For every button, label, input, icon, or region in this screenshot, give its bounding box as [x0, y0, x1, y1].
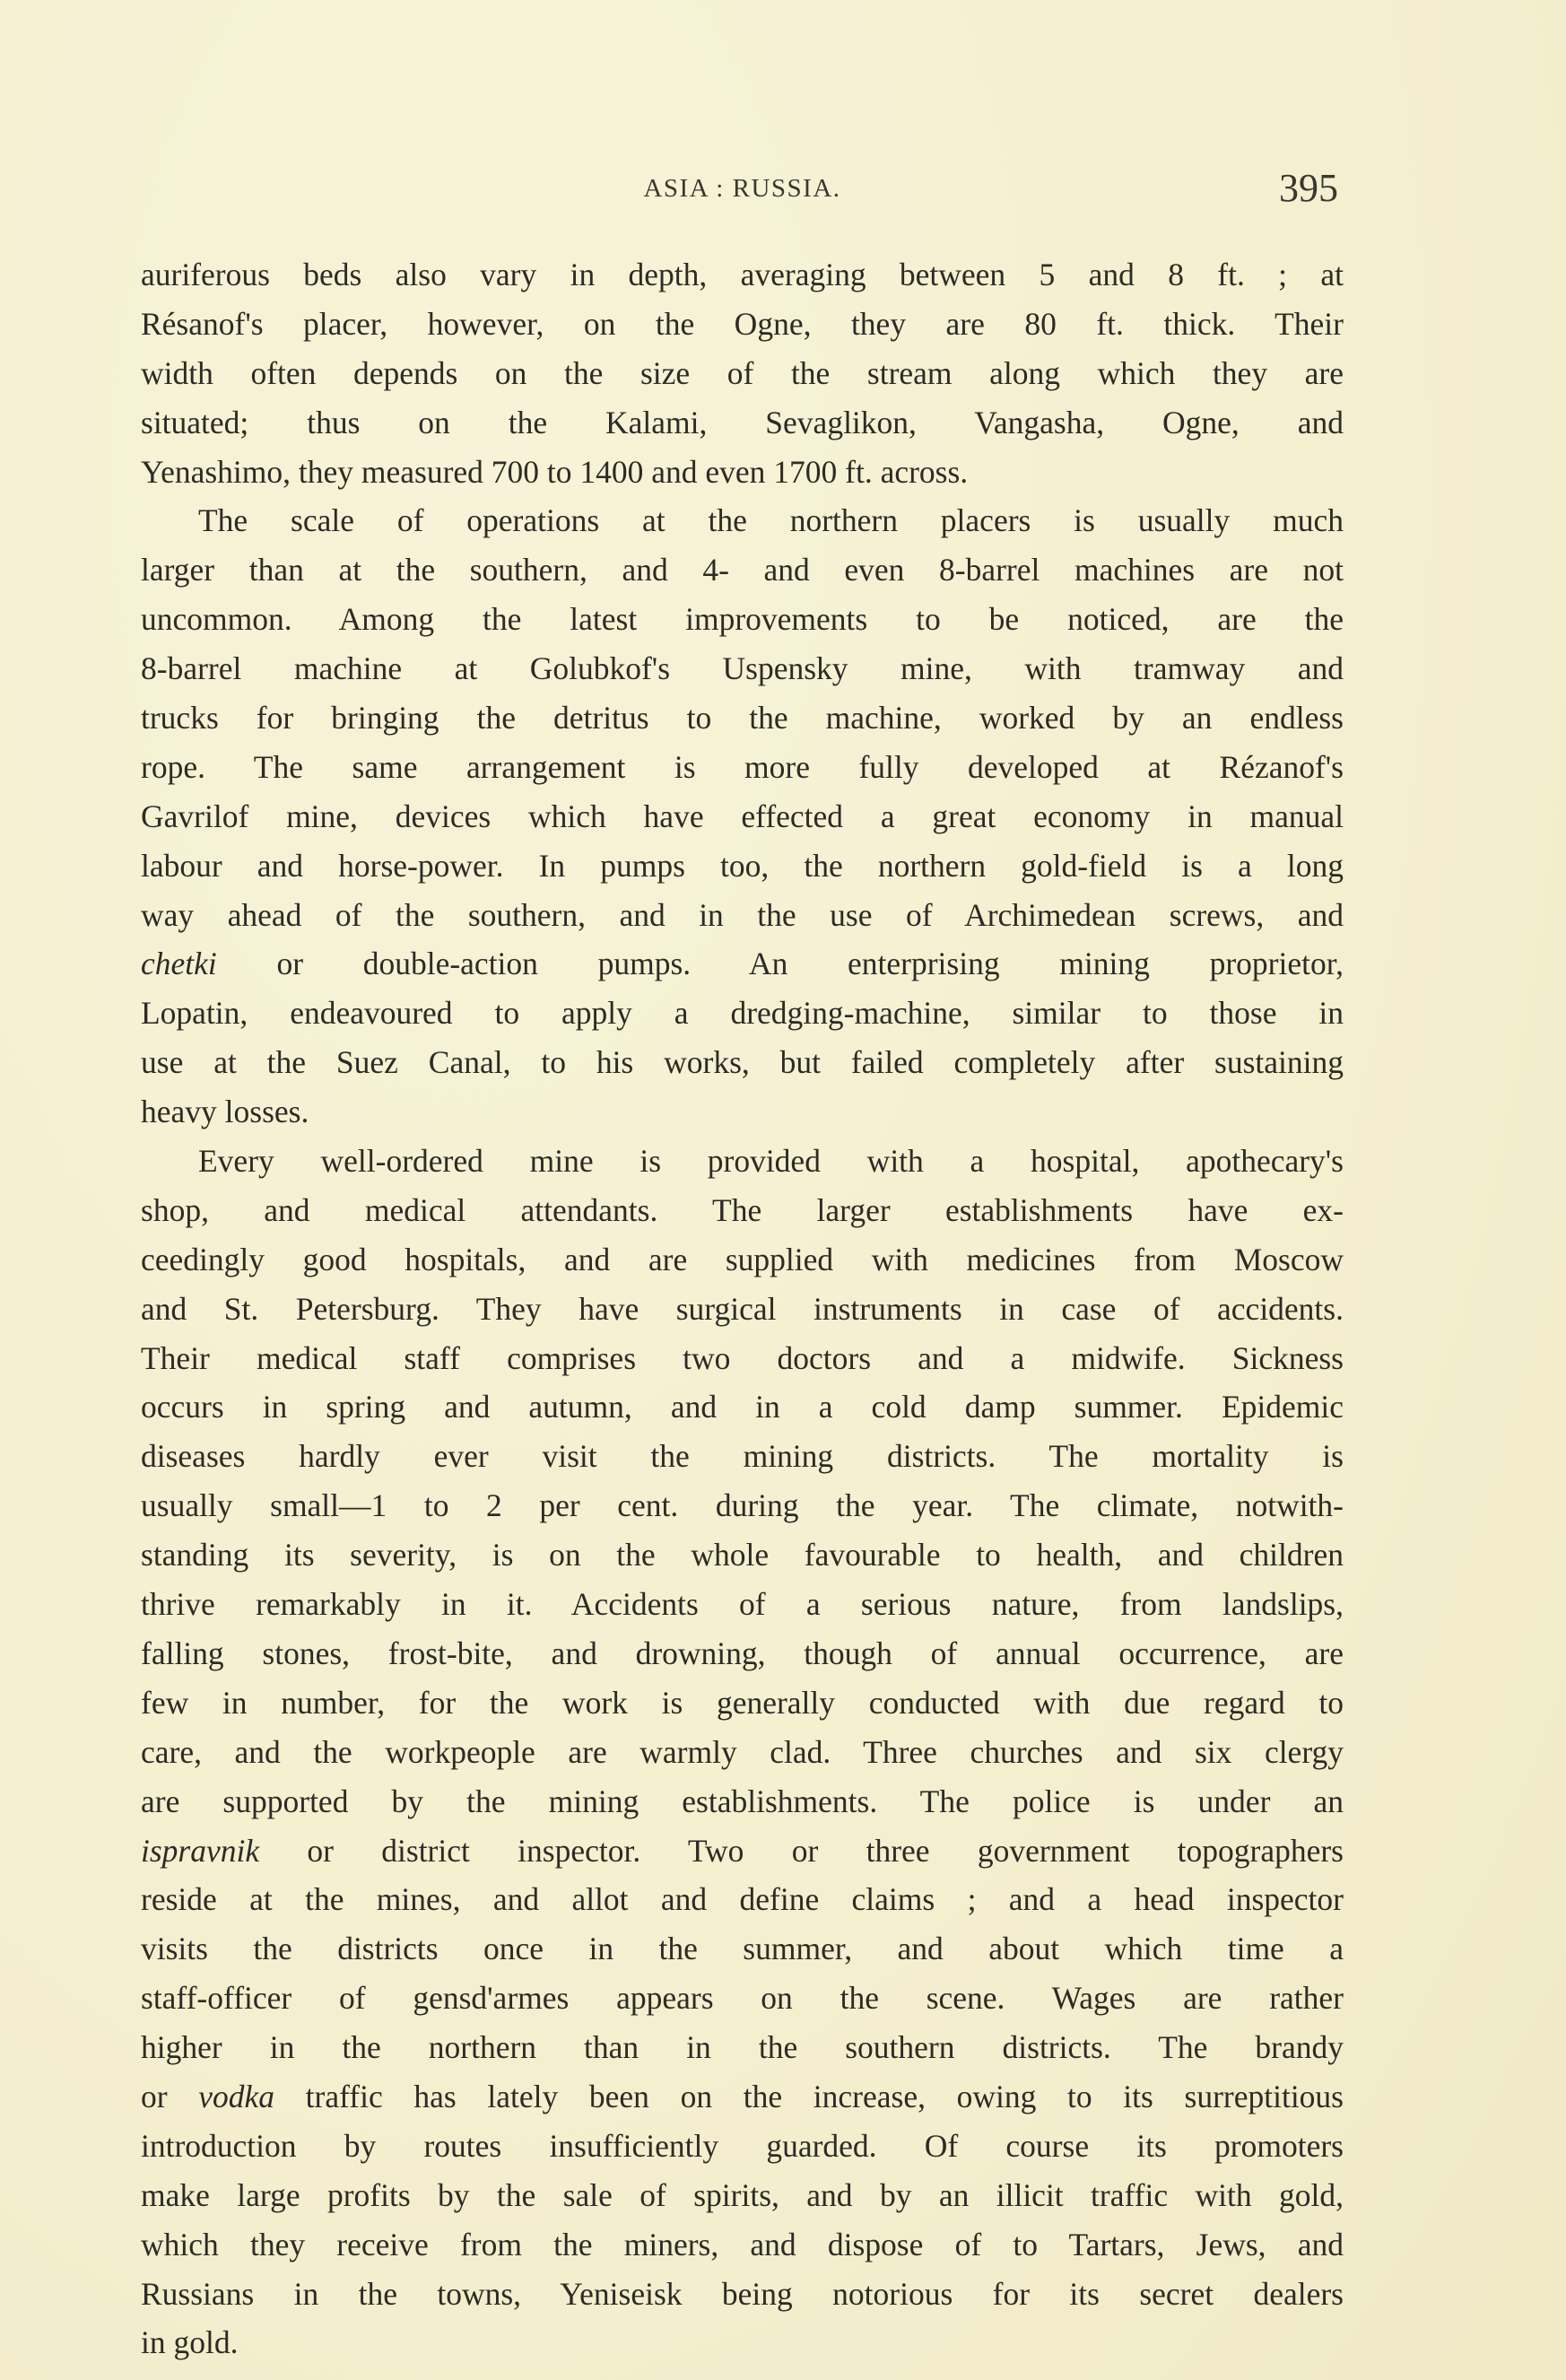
- text-line: [141, 1777, 1344, 1826]
- text-segment: auriferous beds also vary in depth, averaging between 5 and 8 ft. ; at: [141, 257, 1344, 292]
- text-line: [141, 1530, 1344, 1580]
- text-line: [141, 1235, 1344, 1285]
- text-segment: in gold.: [141, 2324, 239, 2361]
- text-segment: Russians in the towns, Yeniseisk being notorious for its secret dealers: [141, 2275, 1344, 2312]
- running-head: ASIA : RUSSIA.: [643, 174, 841, 203]
- text-line: [141, 1382, 1344, 1432]
- text-segment: Gavrilof mine, devices which have effected a great economy in manual: [141, 798, 1344, 834]
- text-segment: falling stones, frost-bite, and drowning, though of annual occurrence, are: [141, 1635, 1344, 1671]
- text-line: [141, 595, 1344, 644]
- text-segment: reside at the mines, and allot and define claims ; and a head inspector: [141, 1881, 1344, 1918]
- text-line: [141, 300, 1344, 349]
- text-segment: diseases hardly ever visit the mining districts. The mortality is: [141, 1438, 1344, 1475]
- text-line: [141, 1087, 1344, 1137]
- text-segment: higher in the northern than in the southern districts. The brandy: [141, 2029, 1344, 2066]
- text-line: [141, 1678, 1344, 1728]
- italic-term: vodka: [198, 2078, 275, 2114]
- text-segment: labour and horse-power. In pumps too, the northern gold-field is a long: [141, 847, 1344, 884]
- text-line: [141, 1285, 1344, 1334]
- text-line: [141, 1481, 1344, 1530]
- text-segment: visits the districts once in the summer, and about which time a: [141, 1931, 1344, 1967]
- text-segment: trucks for bringing the detritus to the machine, worked by an endless: [141, 700, 1344, 737]
- italic-term: ispravnik: [141, 1832, 260, 1869]
- text-line: [141, 2270, 1344, 2319]
- text-segment: care, and the workpeople are warmly clad. Three churches and six clergy: [141, 1733, 1344, 1770]
- text-line: [141, 693, 1344, 743]
- text-segment: occurs in spring and autumn, and in a cold damp summer. Epidemic: [141, 1389, 1344, 1425]
- text-segment: or: [141, 2078, 199, 2114]
- text-line: [141, 2318, 1344, 2367]
- page-header: [141, 166, 1344, 214]
- text-segment: 8-barrel machine at Golubkof's Uspensky mine, with tramway and: [141, 650, 1344, 687]
- text-line: [141, 644, 1344, 693]
- text-line: [141, 1974, 1344, 2023]
- text-line: [141, 1924, 1344, 1974]
- text-line: [141, 841, 1344, 891]
- text-segment: introduction by routes insufficiently guarded. Of course its promoters: [141, 2127, 1344, 2164]
- text-line: [141, 398, 1344, 448]
- text-line: [141, 989, 1344, 1038]
- text-segment: ceedingly good hospitals, and are supplied with medicines from Moscow: [141, 1241, 1344, 1277]
- text-line: [141, 448, 1344, 497]
- text-segment: traffic has lately been on the increase, owing to its surreptitious: [274, 2078, 1344, 2114]
- text-line: [141, 891, 1344, 940]
- text-segment: usually small—1 to 2 per cent. during the year. The climate, notwith-: [141, 1487, 1344, 1524]
- text-line: [141, 496, 1344, 545]
- text-segment: staff-officer of gensd'armes appears on the scene. Wages are rather: [141, 1980, 1344, 2017]
- text-segment: shop, and medical attendants. The larger establishments have ex-: [141, 1191, 1344, 1228]
- text-segment: Lopatin, endeavoured to apply a dredging-machine, similar to those in: [141, 995, 1344, 1032]
- text-segment: few in number, for the work is generally conducted with due regard to: [141, 1684, 1344, 1721]
- text-segment: and St. Petersburg. They have surgical instruments in case of accidents.: [141, 1290, 1344, 1327]
- text-line: [141, 1038, 1344, 1087]
- text-line: [141, 1334, 1344, 1383]
- text-line: [141, 250, 1344, 300]
- text-line: [141, 1137, 1344, 1186]
- text-segment: make large profits by the sale of spirits, and by an illicit traffic with gold,: [141, 2176, 1344, 2213]
- text-segment: width often depends on the size of the stream along which they are: [141, 354, 1344, 391]
- text-segment: which they receive from the miners, and dispose of to Tartars, Jews, and: [141, 2226, 1344, 2262]
- italic-term: chetki: [141, 946, 217, 982]
- text-line: [141, 1629, 1344, 1678]
- text-segment: use at the Suez Canal, to his works, but failed completely after sustaining: [141, 1044, 1344, 1081]
- text-segment: or district inspector. Two or three government topographers: [259, 1832, 1344, 1869]
- text-line: [141, 1580, 1344, 1629]
- text-line: [141, 1875, 1344, 1924]
- text-line: [141, 1826, 1344, 1876]
- text-line: [141, 1432, 1344, 1481]
- text-line: [141, 792, 1344, 841]
- text-line: [141, 1186, 1344, 1235]
- text-line: [141, 2171, 1344, 2220]
- text-segment: larger than at the southern, and 4- and even 8-barrel machines are not: [141, 552, 1344, 588]
- text-segment: Résanof's placer, however, on the Ogne, they are 80 ft. thick. Their: [141, 305, 1344, 342]
- text-segment: or double-action pumps. An enterprising mining proprietor,: [216, 946, 1344, 982]
- text-segment: heavy losses.: [141, 1094, 309, 1130]
- body-text: [141, 250, 1344, 2367]
- text-line: [141, 349, 1344, 398]
- text-segment: uncommon. Among the latest improvements to be noticed, are the: [141, 601, 1344, 638]
- text-segment: The scale of operations at the northern placers is usually much: [198, 502, 1344, 539]
- text-line: [141, 743, 1344, 792]
- text-line: [141, 2122, 1344, 2171]
- text-segment: Yenashimo, they measured 700 to 1400 and even 1700 ft. across.: [141, 453, 969, 490]
- text-segment: situated; thus on the Kalami, Sevaglikon, Vangasha, Ogne, and: [141, 404, 1344, 440]
- page-number: 395: [1279, 166, 1338, 210]
- text-line: [141, 2023, 1344, 2072]
- text-segment: are supported by the mining establishments. The police is under an: [141, 1783, 1344, 1819]
- text-segment: way ahead of the southern, and in the use of Archimedean screws, and: [141, 896, 1344, 933]
- text-segment: standing its severity, is on the whole favourable to health, and children: [141, 1537, 1344, 1574]
- text-line: [141, 2072, 1344, 2122]
- text-line: [141, 939, 1344, 989]
- text-line: [141, 2220, 1344, 2270]
- text-line: [141, 1728, 1344, 1777]
- text-segment: rope. The same arrangement is more fully developed at Rézanof's: [141, 748, 1344, 785]
- text-segment: Every well-ordered mine is provided with a hospital, apothecary's: [198, 1143, 1344, 1180]
- text-line: [141, 545, 1344, 595]
- text-segment: Their medical staff comprises two doctors and a midwife. Sickness: [141, 1339, 1344, 1376]
- text-segment: thrive remarkably in it. Accidents of a serious nature, from landslips,: [141, 1586, 1344, 1623]
